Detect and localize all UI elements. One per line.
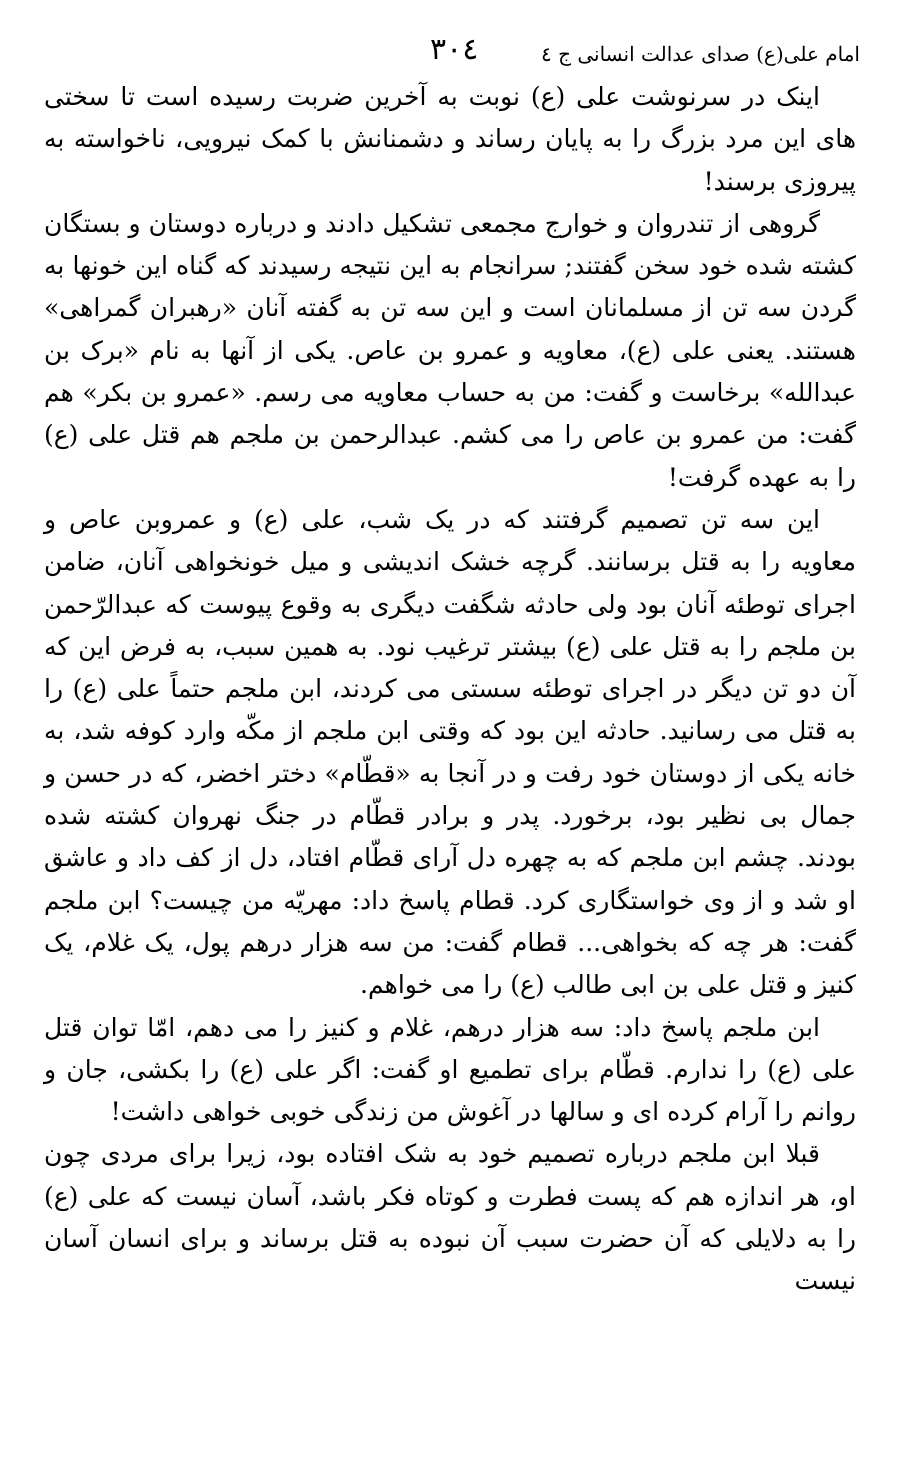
paragraph: این سه تن تصمیم گرفتند که در یک شب، علی (ع) و عمروبن عاص و معاویه را به قتل برسانند. گرچه خشک اندیشی و میل خونخواهی آنان، ضامن اجرای توطئه آنان بود ولی حادثه شگفت دیگری به وقوع پیوست که عبدالرّحمن بن ملجم را به قتل علی (ع) بیشتر ترغیب نود. به همین سبب، به فرض این که آن دو تن دیگر در اجرای توطئه سستی می کردند، ابن ملجم حتماً علی (ع) را به قتل می رسانید. حادثه این بود که وقتی ابن ملجم از مکّه وارد کوفه شد، به خانه یکی از دوستان خود رفت و در آنجا به «قطّام» دختر اخضر، که در حسن و جمال بی نظیر بود، برخورد. پدر و برادر قطّام در جنگ نهروان کشته شده بودند. چشم ابن ملجم که به چهره دل آرای قطّام افتاد، دل از کف داد و عاشق او شد و از وی خواستگاری کرد. قطام پاسخ داد: مهریّه من چیست؟ ابن ملجم گفت: هر چه که بخواهی... قطام گفت: من سه هزار درهم پول، یک غلام، یک کنیز و قتل علی بن ابی طالب (ع) را می خواهم.	[44, 504, 856, 1000]
paragraph: ابن ملجم پاسخ داد: سه هزار درهم، غلام و کنیز را می دهم، امّا توان قتل علی (ع) را ندارم. قطّام برای تطمیع او گفت: اگر علی (ع) را بکشی، جان و روانم را آرام کرده ای و سالها در آغوش من زندگی خوبی خواهی داشت!	[44, 1012, 856, 1127]
page-number: ٣٠٤	[430, 32, 479, 67]
paragraph: قبلا ابن ملجم درباره تصمیم خود به شک افتاده بود، زیرا برای مردی چون او، هر اندازه هم که پست فطرت و کوتاه فکر باشد، آسان نیست که علی (ع) را به دلایلی که آن حضرت سبب آن نبوده به قتل برساند و برای انسان آسان نیست	[44, 1139, 856, 1296]
page-header	[40, 28, 860, 78]
running-title: امام علی(ع) صدای عدالت انسانی ج ٤	[540, 42, 860, 66]
body-text	[44, 76, 856, 1303]
paragraph: اینک در سرنوشت علی (ع) نوبت به آخرین ضربت رسیده است تا سختی های این مرد بزرگ را به پایان رساند و دشمنانش با کمک نیرویی، ناخواسته به پیروزی برسند!	[44, 82, 856, 196]
paragraph: گروهی از تندروان و خوارج مجمعی تشکیل دادند و درباره دوستان و بستگان کشته شده خود سخن گفتند; سرانجام به این نتیجه رسیدند که گناه این خونها به گردن سه تن از مسلمانان است و این سه تن به گفته آنان «رهبران گمراهی» هستند. یعنی علی (ع)، معاویه و عمرو بن عاص. یکی از آنها به نام «برک بن عبدالله» برخاست و گفت: من به حساب معاویه می رسم. «عمرو بن بکر» هم گفت: من عمرو بن عاص را می کشم. عبدالرحمن بن ملجم هم قتل علی (ع) را به عهده گرفت!	[44, 208, 856, 492]
